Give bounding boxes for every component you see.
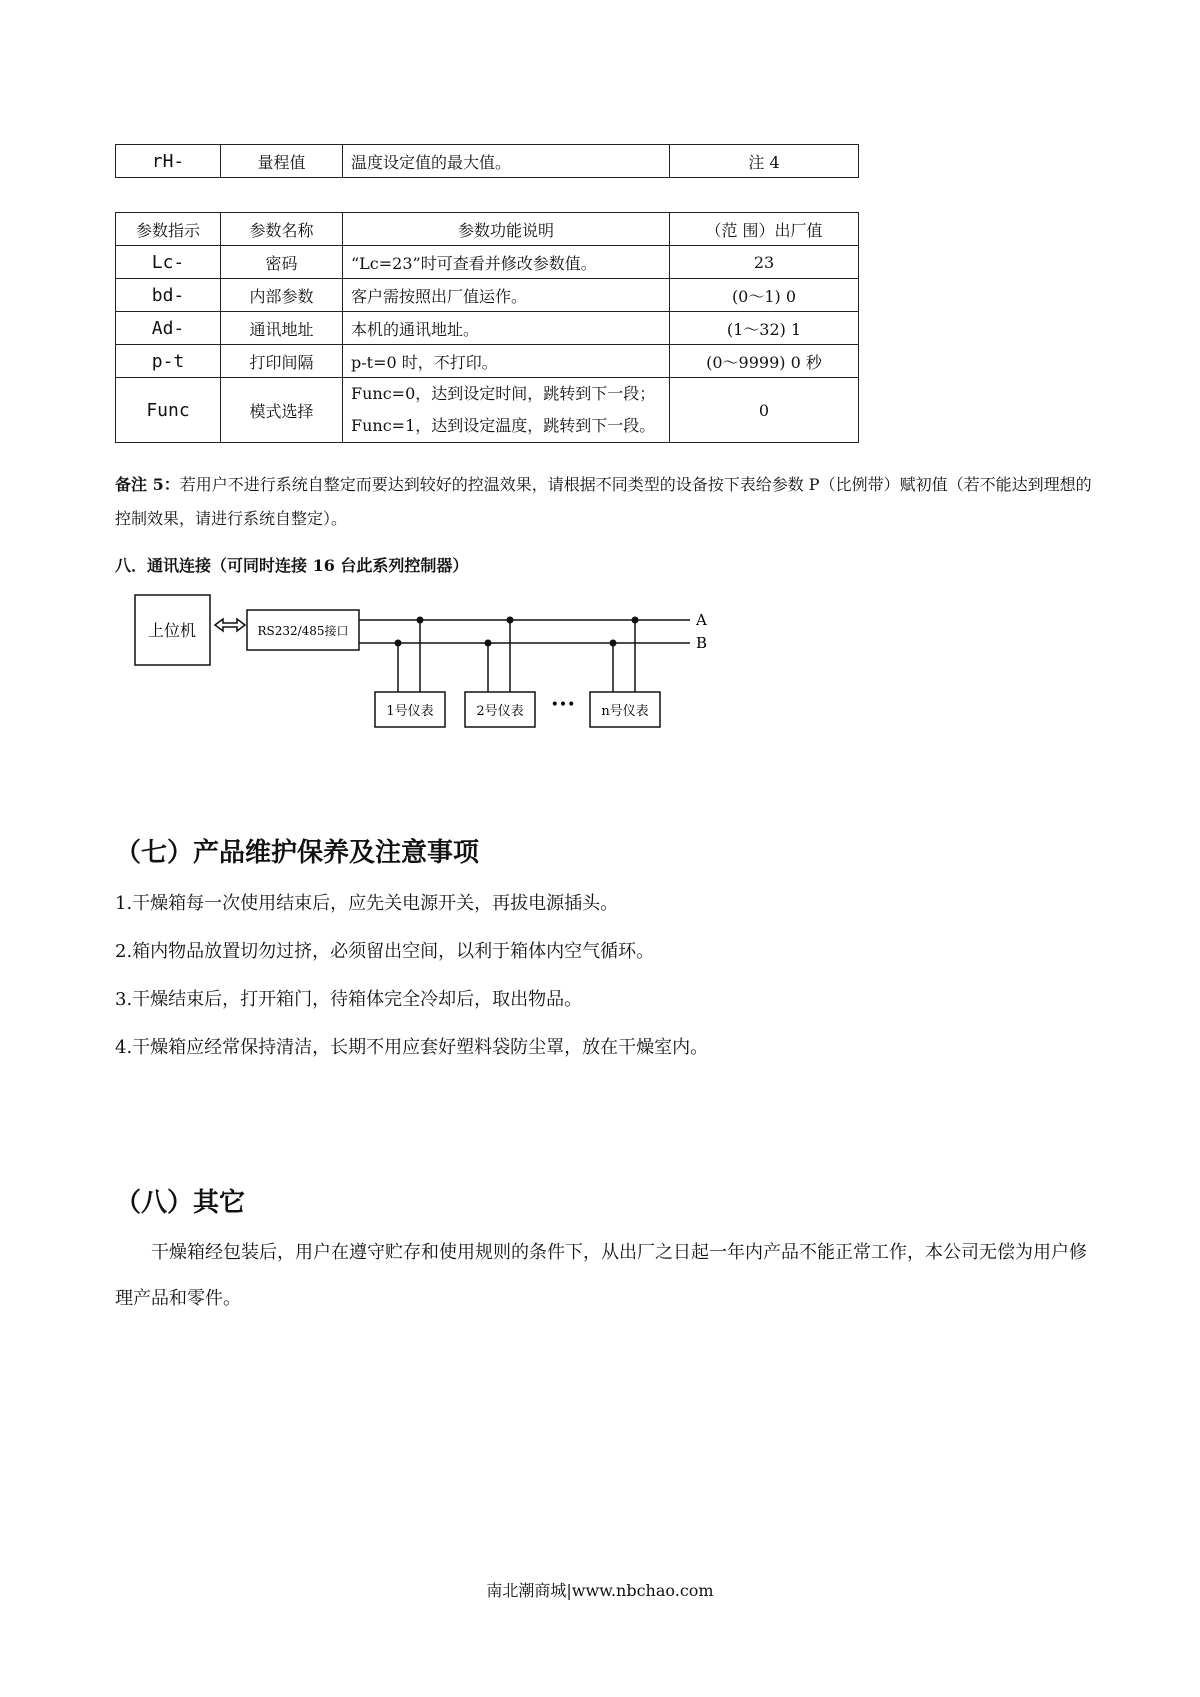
param-code: Ad- — [116, 312, 221, 345]
note-label: 备注 5： — [115, 475, 180, 494]
parameter-table — [115, 212, 859, 443]
param-name: 密码 — [221, 246, 343, 279]
line-a-label: A — [696, 611, 707, 629]
other-paragraph: 干燥箱经包装后，用户在遵守贮存和使用规则的条件下，从出厂之日起一年内产品不能正常工作，本公司无偿为用户修理产品和零件。 — [115, 1242, 1087, 1309]
param-value: 23 — [670, 246, 859, 279]
parameter-table-rh — [115, 144, 859, 178]
param-code: Func — [116, 378, 221, 443]
param-desc-line-2: Func=1，达到设定温度，跳转到下一段。 — [351, 416, 656, 435]
param-code: rH- — [116, 145, 221, 178]
header-name: 参数名称 — [221, 213, 343, 246]
header-desc: 参数功能说明 — [343, 213, 670, 246]
line-b-label: B — [696, 634, 708, 652]
list-item: 2.箱内物品放置切勿过挤，必须留出空间，以利于箱体内空气循环。 — [115, 941, 655, 962]
communication-heading: 八．通讯连接（可同时连接 16 台此系列控制器） — [115, 556, 469, 575]
param-desc: “Lc=23”时可查看并修改参数值。 — [343, 246, 670, 279]
param-name: 打印间隔 — [221, 345, 343, 378]
host-label: 上位机 — [147, 621, 197, 640]
param-desc-line-1: Func=0，达到设定时间，跳转到下一段； — [351, 384, 656, 403]
bidirectional-arrow-icon — [215, 619, 245, 631]
param-desc: 本机的通讯地址。 — [343, 312, 670, 345]
communication-diagram — [120, 585, 760, 735]
meter-1-label: 1号仪表 — [386, 704, 434, 719]
header-code: 参数指示 — [116, 213, 221, 246]
ellipsis-dots: ••• — [550, 697, 576, 713]
param-desc — [343, 378, 670, 443]
maintenance-list — [115, 880, 708, 1072]
interface-label: RS232/485接口 — [257, 624, 349, 638]
param-name: 模式选择 — [221, 378, 343, 443]
param-value: (1～32) 1 — [670, 312, 859, 345]
param-value: 注 4 — [670, 145, 859, 178]
table-row — [116, 378, 859, 443]
page-footer: 南北潮商城|www.nbchao.com — [486, 1581, 714, 1600]
list-item: 4.干燥箱应经常保持清洁，长期不用应套好塑料袋防尘罩，放在干燥室内。 — [115, 1037, 709, 1058]
param-value: (0～1) 0 — [670, 279, 859, 312]
param-name: 通讯地址 — [221, 312, 343, 345]
param-name: 量程值 — [221, 145, 343, 178]
param-desc: 客户需按照出厂值运作。 — [343, 279, 670, 312]
param-value: (0～9999) 0 秒 — [670, 345, 859, 378]
maintenance-title: （七）产品维护保养及注意事项 — [115, 838, 480, 868]
param-value: 0 — [670, 378, 859, 443]
header-value: （范 围）出厂值 — [670, 213, 859, 246]
list-item: 3.干燥结束后，打开箱门，待箱体完全冷却后，取出物品。 — [115, 989, 583, 1010]
table-row — [116, 246, 859, 279]
table-row — [116, 345, 859, 378]
param-desc: 温度设定值的最大值。 — [343, 145, 670, 178]
param-code: bd- — [116, 279, 221, 312]
other-title: （八）其它 — [115, 1188, 246, 1218]
meter-2-label: 2号仪表 — [476, 704, 524, 719]
table-row — [116, 279, 859, 312]
note-text: 若用户不进行系统自整定而要达到较好的控温效果，请根据不同类型的设备按下表给参数 P（比例带）赋初值（若不能达到理想的控制效果，请进行系统自整定）。 — [115, 475, 1092, 528]
param-name: 内部参数 — [221, 279, 343, 312]
meter-n-label: n号仪表 — [601, 704, 649, 719]
list-item: 1.干燥箱每一次使用结束后，应先关电源开关，再拔电源插头。 — [115, 893, 619, 914]
param-code: Lc- — [116, 246, 221, 279]
note-5 — [115, 468, 1100, 536]
param-code: p-t — [116, 345, 221, 378]
table-row — [116, 312, 859, 345]
table-row — [116, 145, 859, 178]
table-header-row — [116, 213, 859, 246]
param-desc: p-t=0 时，不打印。 — [343, 345, 670, 378]
